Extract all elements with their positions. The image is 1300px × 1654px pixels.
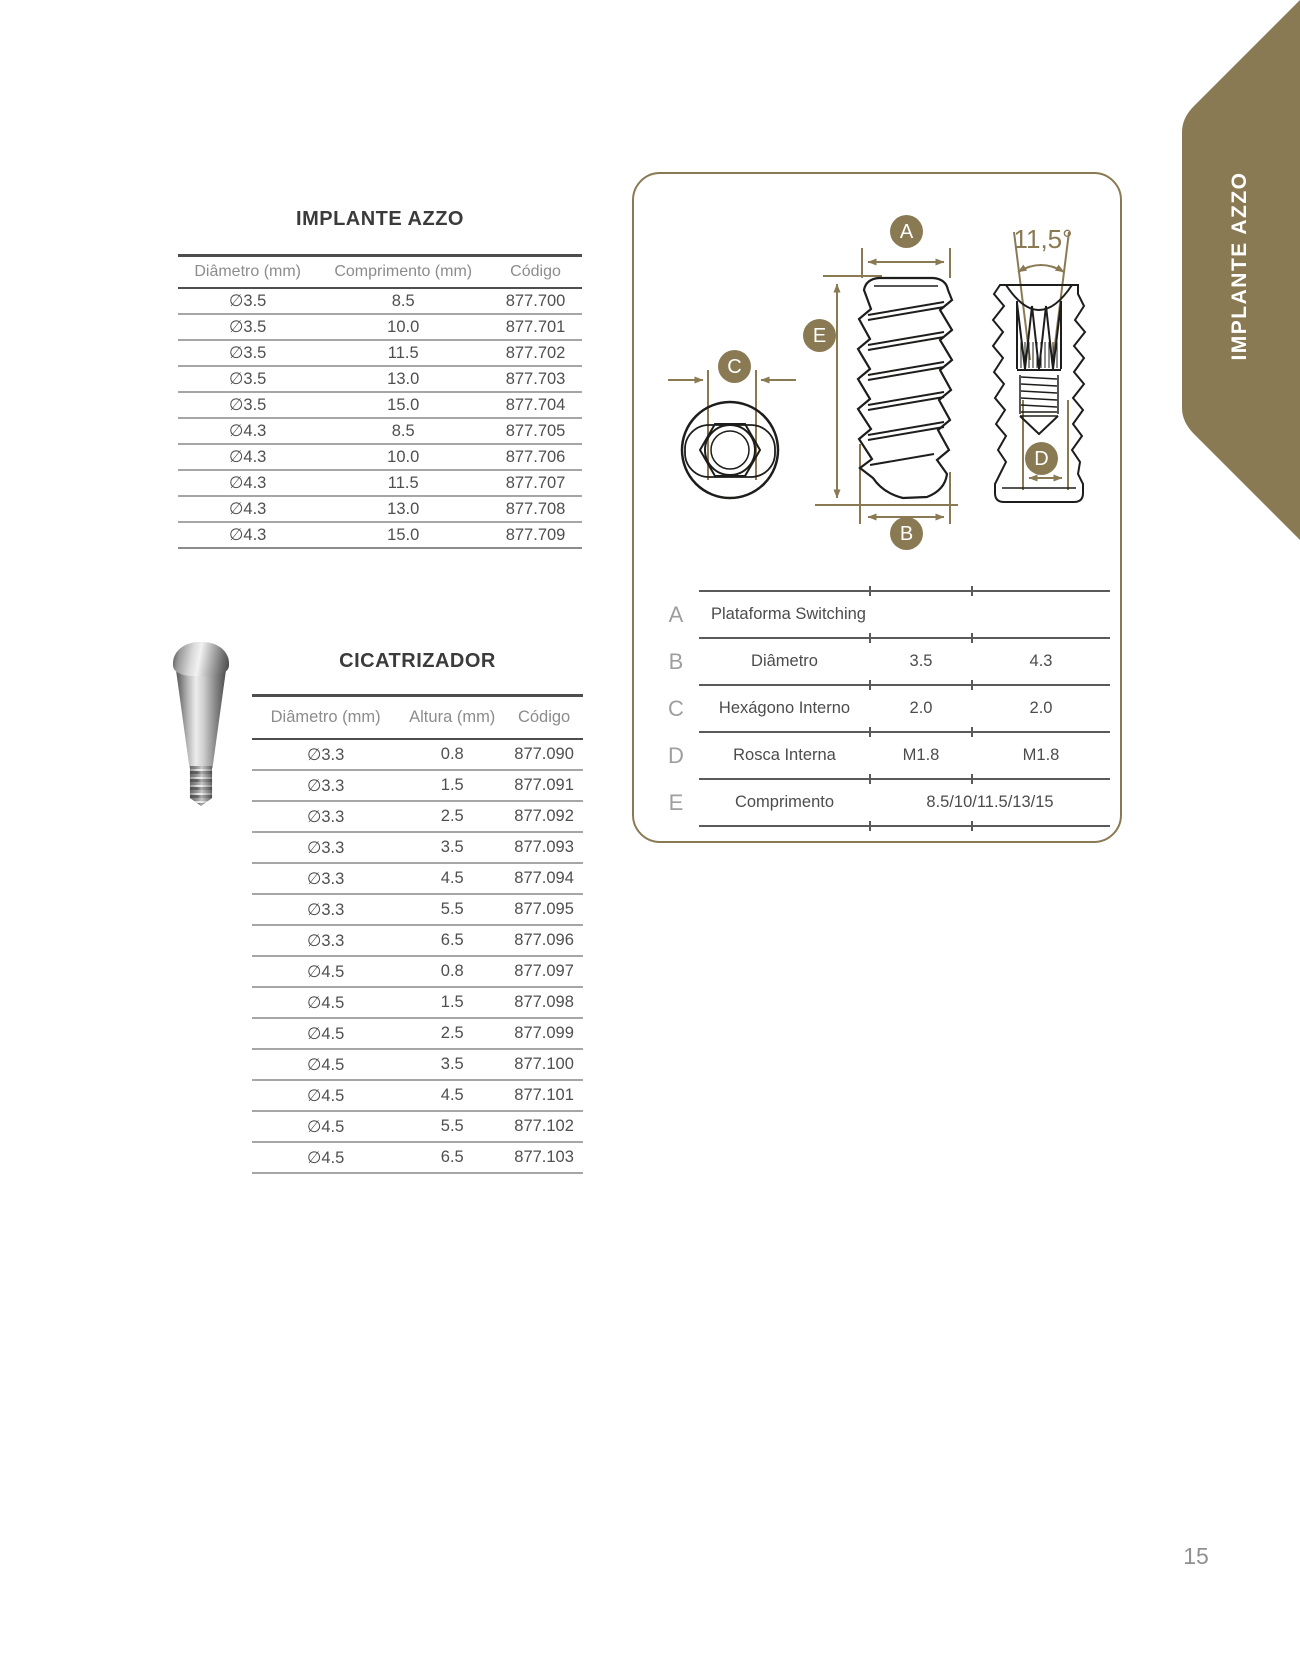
table-cell: 10.0 [317,314,489,340]
column-header: Diâmetro (mm) [178,256,317,289]
table-cell: ∅3.5 [178,314,317,340]
cicatrizador-table-header [252,696,583,740]
table-cell: ∅3.3 [252,801,399,832]
table-cell: 3.5 [399,1049,505,1080]
table-cell: ∅4.5 [252,1018,399,1049]
abutment-thread [189,766,213,806]
table-cell: 8.5 [317,288,489,314]
column-tick [971,633,973,643]
table-row [252,832,583,863]
healing-abutment-photo [163,640,239,808]
table-cell: 877.101 [505,1080,583,1111]
table-cell: ∅3.3 [252,739,399,770]
table-cell: 8.5 [317,418,489,444]
legend-label: Comprimento [734,793,835,811]
column-tick [869,586,871,596]
table-cell: 877.099 [505,1018,583,1049]
table-cell: 2.5 [399,801,505,832]
table-row [252,956,583,987]
table-row [178,288,582,314]
table-cell: 6.5 [399,925,505,956]
table-cell: ∅3.5 [178,340,317,366]
column-tick [869,680,871,690]
table-row [252,987,583,1018]
table-cell: 877.095 [505,894,583,925]
implant-table-header [178,256,582,289]
table-cell: 3.5 [399,832,505,863]
table-cell: 13.0 [317,366,489,392]
table-row [178,418,582,444]
dimension-badge-c: C [718,350,751,383]
page-number: 15 [1183,1543,1209,1569]
column-tick [971,727,973,737]
table-cell: 11.5 [317,470,489,496]
column-header: Código [505,696,583,740]
legend-row-c [668,684,1110,731]
table-cell: 877.705 [489,418,582,444]
table-cell: 877.100 [505,1049,583,1080]
column-tick [971,821,973,831]
table-cell: ∅4.3 [178,444,317,470]
table-row [252,894,583,925]
table-row [252,1142,583,1173]
table-cell: 877.700 [489,288,582,314]
dimension-badge-a: A [890,215,923,248]
table-row [252,770,583,801]
table-cell: 11.5 [317,340,489,366]
table-cell: ∅4.3 [178,496,317,522]
column-tick [971,774,973,784]
table-cell: 1.5 [399,770,505,801]
table-cell: 877.709 [489,522,582,548]
column-tick [971,680,973,690]
table-row [178,470,582,496]
table-cell: 10.0 [317,444,489,470]
table-row [178,496,582,522]
column-header: Código [489,256,582,289]
table-cell: ∅4.5 [252,987,399,1018]
legend-value: 3.5 [909,652,933,670]
dimension-badge-d: D [1025,442,1058,475]
legend-value: M1.8 [902,746,940,764]
table-cell: 877.704 [489,392,582,418]
table-cell: 877.702 [489,340,582,366]
legend-row-b [668,637,1110,684]
column-tick [869,727,871,737]
table-row [178,444,582,470]
table-cell: ∅3.5 [178,288,317,314]
table-cell: ∅3.3 [252,863,399,894]
table-cell: 4.5 [399,863,505,894]
column-tick [869,774,871,784]
table-cell: 2.5 [399,1018,505,1049]
table-cell: ∅4.3 [178,470,317,496]
table-cell: 5.5 [399,1111,505,1142]
taper-angle-label: 11,5° [1013,224,1073,254]
legend-value: 4.3 [1029,652,1053,670]
table-cell: 877.094 [505,863,583,894]
table-cell: 1.5 [399,987,505,1018]
table-cell: 877.091 [505,770,583,801]
table-cell: ∅3.3 [252,832,399,863]
table-cell: ∅4.5 [252,1142,399,1173]
table-cell: 877.096 [505,925,583,956]
table-row [178,366,582,392]
dimension-badge-b: B [890,517,923,550]
table-cell: 877.703 [489,366,582,392]
legend-value: M1.8 [1022,746,1060,764]
column-tick [869,821,871,831]
table-cell: ∅4.5 [252,1080,399,1111]
implant-table-title: IMPLANTE AZZO [296,208,464,230]
cicatrizador-table-title: CICATRIZADOR [339,650,496,672]
abutment-cap [173,642,229,676]
table-cell: 13.0 [317,496,489,522]
legend-value: 2.0 [1029,699,1053,717]
legend-key: D [668,742,684,768]
table-cell: 877.092 [505,801,583,832]
cicatrizador-table [252,694,583,1174]
table-cell: ∅3.5 [178,366,317,392]
table-cell: ∅4.5 [252,1111,399,1142]
table-row [252,925,583,956]
table-cell: 877.090 [505,739,583,770]
table-row [252,801,583,832]
table-row [178,522,582,548]
legend-key: A [668,601,684,627]
table-row [178,340,582,366]
table-cell: ∅4.5 [252,1049,399,1080]
table-cell: 6.5 [399,1142,505,1173]
table-cell: 877.706 [489,444,582,470]
table-cell: 877.097 [505,956,583,987]
table-cell: ∅4.3 [178,418,317,444]
table-cell: ∅3.3 [252,770,399,801]
legend-value: 8.5/10/11.5/13/15 [926,793,1054,811]
legend-key: B [668,648,684,674]
table-cell: 877.707 [489,470,582,496]
table-cell: ∅3.3 [252,894,399,925]
table-row [252,1018,583,1049]
section-tab [1180,0,1300,548]
table-cell: 877.098 [505,987,583,1018]
table-cell: ∅4.3 [178,522,317,548]
legend-value: 2.0 [909,699,933,717]
table-cell: 877.708 [489,496,582,522]
legend-row-a [668,590,1110,637]
table-cell: ∅4.5 [252,956,399,987]
table-cell: 5.5 [399,894,505,925]
table-row [252,1111,583,1142]
column-tick [869,633,871,643]
legend-label: Diâmetro [751,652,818,670]
dimension-legend-table [668,590,1110,827]
table-cell: 0.8 [399,739,505,770]
legend-row-e [668,778,1110,825]
table-cell: 877.701 [489,314,582,340]
column-header: Comprimento (mm) [317,256,489,289]
legend-row-d [668,731,1110,778]
table-cell: 15.0 [317,522,489,548]
implant-table [178,254,582,549]
table-cell: 4.5 [399,1080,505,1111]
legend-label: Hexágono Interno [718,699,851,717]
legend-key: C [668,695,684,721]
legend-label: Plataforma Switching [711,605,866,623]
column-tick [971,586,973,596]
legend-label: Rosca Interna [733,746,836,764]
table-row [252,1080,583,1111]
abutment-body [176,670,226,768]
table-cell: 877.103 [505,1142,583,1173]
column-header: Altura (mm) [399,696,505,740]
table-cell: 877.093 [505,832,583,863]
table-row [178,314,582,340]
table-cell: ∅3.5 [178,392,317,418]
table-cell: 15.0 [317,392,489,418]
table-row [252,739,583,770]
dimension-badge-e: E [803,319,836,352]
table-cell: ∅3.3 [252,925,399,956]
column-header: Diâmetro (mm) [252,696,399,740]
table-row [252,863,583,894]
table-cell: 877.102 [505,1111,583,1142]
implant-diagram-panel [632,172,1122,843]
legend-key: E [668,789,684,815]
table-row [252,1049,583,1080]
legend-bottom-rule [699,825,1110,827]
table-cell: 0.8 [399,956,505,987]
table-row [178,392,582,418]
section-tab-label: IMPLANTE AZZO [1228,171,1251,361]
